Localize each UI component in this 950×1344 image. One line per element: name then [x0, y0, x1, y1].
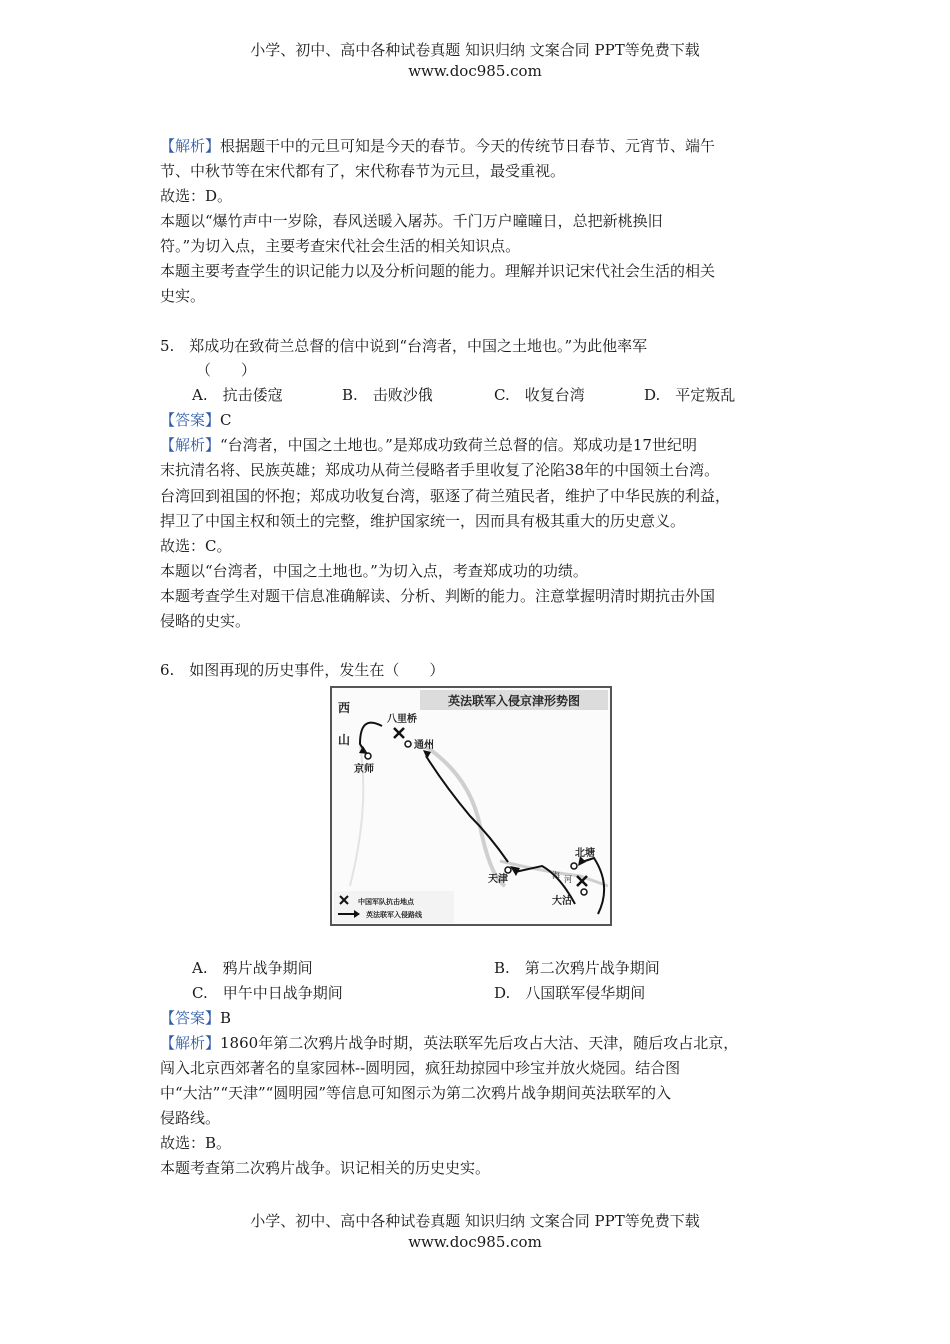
q4-note-2-line-2: 史实。 — [160, 287, 206, 305]
label-beitang: 北塘 — [575, 848, 595, 859]
analysis-tag: 【解析】 — [160, 436, 221, 454]
q4-analysis-text: 根据题干中的元旦可知是今天的春节。今天的传统节日春节、元宵节、端午 — [220, 137, 716, 155]
q6-selection: 故选：B。 — [160, 1134, 232, 1152]
q5-analysis-line-3: 台湾回到祖国的怀抱；郑成功收复台湾，驱逐了荷兰殖民者，维护了中华民族的利益， — [160, 487, 731, 505]
analysis-tag: 【解析】 — [160, 1034, 221, 1052]
q6-analysis-text: 1860年第二次鸦片战争时期，英法联军先后攻占大沽、天津，随后攻占北京， — [220, 1034, 739, 1052]
label-shan: 山 — [338, 733, 351, 747]
q5-note-1: 本题以“台湾者，中国之土地也。”为切入点，考查郑成功的功绩。 — [160, 562, 588, 580]
q5-answer — [160, 410, 232, 430]
label-baliqiao: 八里桥 — [387, 714, 417, 725]
footer-url[interactable]: www.doc985.com — [408, 1233, 542, 1251]
footer-ad-line: 小学、初中、高中各种试卷真题 知识归纳 文案合同 PPT等免费下载 — [250, 1212, 700, 1230]
q5-analysis-line-4: 捍卫了中国主权和领土的完整，维护国家统一，因而具有极其重大的历史意义。 — [160, 512, 686, 530]
label-tongzhou: 通州 — [414, 740, 434, 751]
q5-analysis-line-2: 末抗清名将、民族英雄；郑成功从荷兰侵略者手里收复了沦陷38年的中国领土台湾。 — [160, 461, 720, 479]
q6-analysis-line-4: 侵路线。 — [160, 1109, 221, 1127]
q5-option-b: B. 击败沙俄 — [342, 386, 433, 404]
label-jingshi: 京师 — [354, 764, 374, 775]
legend-route-label: 英法联军入侵路线 — [366, 911, 422, 919]
q5-answer-value: C — [220, 411, 232, 429]
q5-stem: 5. 郑成功在致荷兰总督的信中说到“台湾者，中国之土地也。”为此他率军 — [160, 337, 648, 355]
header-url[interactable]: www.doc985.com — [408, 62, 542, 80]
legend-battle-label: 中国军队抗击地点 — [358, 898, 414, 906]
header-ad-line: 小学、初中、高中各种试卷真题 知识归纳 文案合同 PPT等免费下载 — [250, 41, 700, 59]
q5-analysis-line-1 — [160, 435, 697, 455]
q6-option-c: C. 甲午中日战争期间 — [192, 984, 343, 1002]
label-he: 河 — [564, 875, 572, 884]
q4-note-1-line-1: 本题以“爆竹声中一岁除，春风送暖入屠苏。千门万户曈曈日，总把新桃换旧 — [160, 212, 663, 230]
q5-note-2-line-1: 本题考查学生对题干信息准确解读、分析、判断的能力。注意掌握明清时期抗击外国 — [160, 587, 716, 605]
q5-selection: 故选：C。 — [160, 537, 232, 555]
q6-option-b: B. 第二次鸦片战争期间 — [494, 959, 660, 977]
analysis-tag: 【解析】 — [160, 137, 221, 155]
q6-analysis-line-3: 中“大沽”“天津”“圆明园”等信息可知图示为第二次鸦片战争期间英法联军的入 — [160, 1084, 672, 1102]
q4-note-1-line-2: 符。”为切入点，主要考查宋代社会生活的相关知识点。 — [160, 237, 521, 255]
q5-option-a: A. 抗击倭寇 — [192, 386, 283, 404]
q6-stem: 6. 如图再现的历史事件，发生在（ ） — [160, 661, 445, 679]
label-tianjin: 天津 — [488, 874, 508, 885]
q5-analysis-text: “台湾者，中国之土地也。”是郑成功致荷兰总督的信。郑成功是17世纪明 — [220, 436, 697, 454]
q6-historical-map — [330, 686, 612, 926]
jingshi-dot — [365, 753, 371, 759]
answer-tag: 【答案】 — [160, 1009, 221, 1027]
q4-selection: 故选：D。 — [160, 187, 233, 205]
label-dagu: 大沽 — [552, 896, 572, 907]
q6-analysis-line-1 — [160, 1033, 738, 1053]
q6-answer-value: B — [220, 1009, 232, 1027]
q6-note: 本题考查第二次鸦片战争。识记相关的历史史实。 — [160, 1159, 491, 1177]
dagu-dot — [581, 889, 587, 895]
answer-tag: 【答案】 — [160, 411, 221, 429]
q4-analysis-line-2: 节、中秋节等在宋代都有了，宋代称春节为元旦，最受重视。 — [160, 162, 566, 180]
q6-option-a: A. 鸦片战争期间 — [192, 959, 313, 977]
q5-option-c: C. 收复台湾 — [494, 386, 585, 404]
q5-option-d: D. 平定叛乱 — [644, 386, 736, 404]
label-xi: 西 — [338, 701, 351, 715]
q4-analysis-line-1 — [160, 136, 715, 156]
beitang-dot — [571, 863, 577, 869]
q6-analysis-line-2: 闯入北京西郊著名的皇家园林--圆明园，疯狂劫掠园中珍宝并放火烧园。结合图 — [160, 1059, 681, 1077]
tianjin-dot — [505, 867, 511, 873]
q4-note-2-line-1: 本题主要考查学生的识记能力以及分析问题的能力。理解并识记宋代社会生活的相关 — [160, 262, 716, 280]
map-title: 英法联军入侵京津形势图 — [447, 694, 581, 708]
q6-answer — [160, 1008, 231, 1028]
label-hai: 海 — [552, 871, 560, 880]
q5-answer-bracket: （ ） — [196, 361, 257, 379]
q6-option-d: D. 八国联军侵华期间 — [494, 984, 646, 1002]
q5-note-2-line-2: 侵略的史实。 — [160, 612, 251, 630]
tongzhou-dot — [405, 741, 411, 747]
